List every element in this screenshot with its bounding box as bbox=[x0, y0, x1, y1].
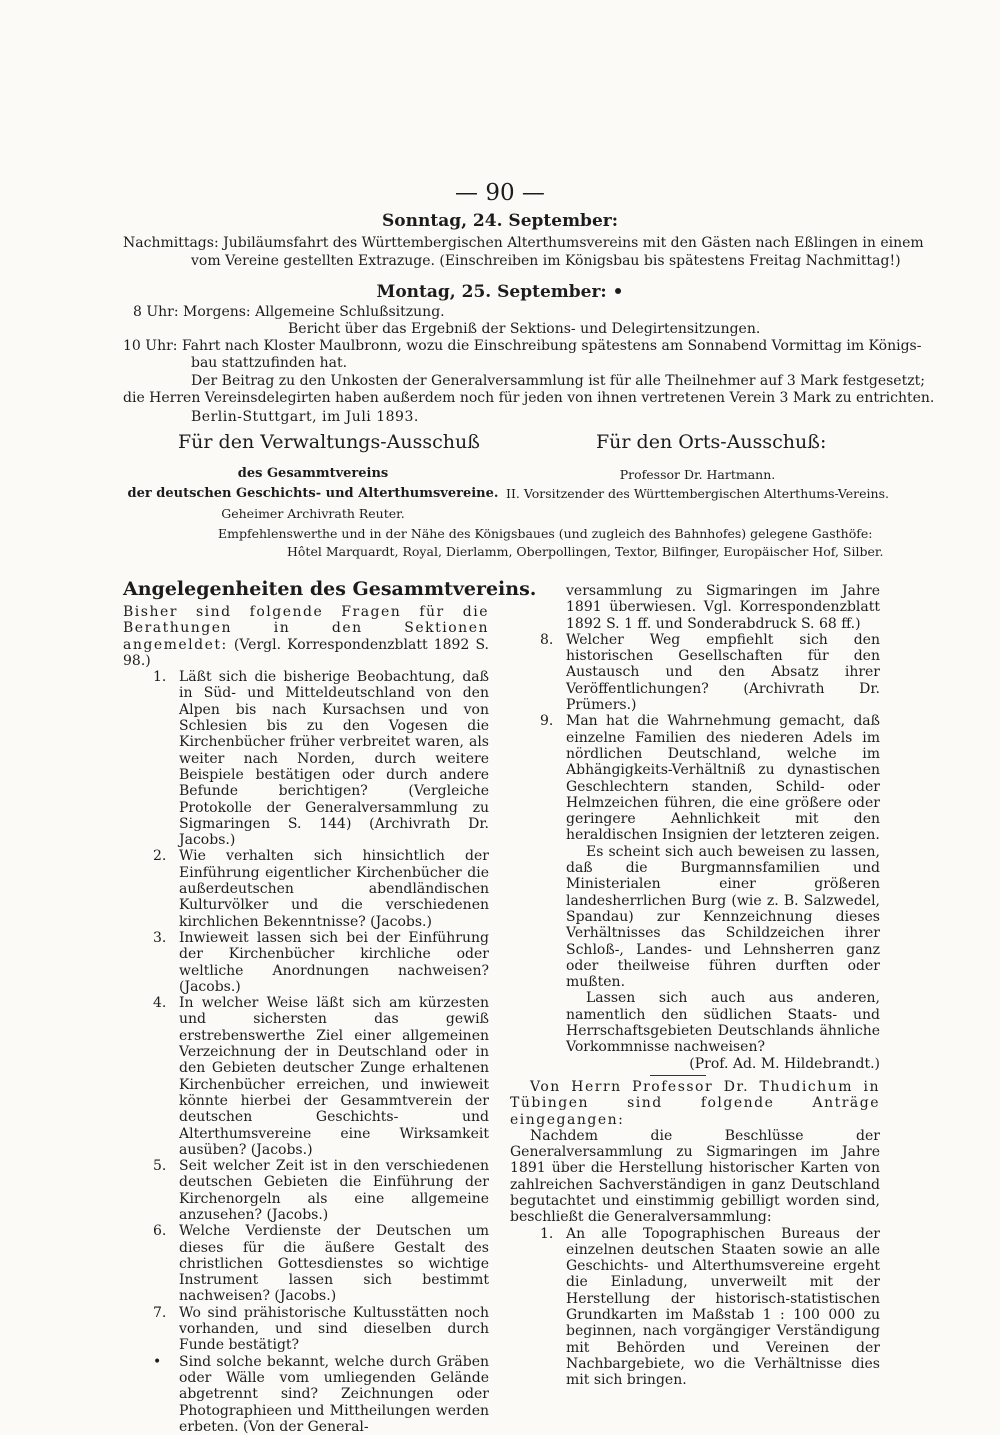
item-number: • bbox=[153, 1353, 162, 1370]
monday-line-2: Bericht über das Ergebniß der Sektions- und Delegirtensitzungen. bbox=[288, 321, 761, 337]
item-number: 1. bbox=[540, 1225, 554, 1242]
list-item bbox=[540, 713, 880, 843]
item-number: 5. bbox=[153, 1158, 167, 1175]
intro-paragraph bbox=[123, 604, 489, 669]
list-item bbox=[153, 1223, 489, 1304]
item-text: Wie verhalten sich hinsichtlich der Einführung eigentlicher Kirchenbücher die außerdeutschen abendländischen Kulturvölker und die verschiedenen kirchlichen Bekenntnisse? (Jacobs.) bbox=[179, 848, 489, 930]
hotels-line-2: Hôtel Marquardt, Royal, Dierlamm, Oberpollingen, Textor, Bilfinger, Europäischer Hof, Silber. bbox=[287, 544, 884, 559]
sunday-line-2: vom Vereine gestellten Extrazuge. (Einschreiben im Königsbau bis spätestens Freitag Nachmittag!) bbox=[191, 253, 901, 269]
item-number: 6. bbox=[153, 1223, 167, 1240]
item-number: 4. bbox=[153, 995, 167, 1012]
monday-line-1: 8 Uhr: Morgens: Allgemeine Schlußsitzung. bbox=[133, 304, 445, 320]
fee-line-2: die Herren Vereinsdelegirten haben außerdem noch für jeden von ihnen vertretenen Verein 3 Mark zu entrichten. bbox=[123, 390, 935, 406]
item-text: Welcher Weg empfiehlt sich den historischen Gesellschaften für den Austausch und den Absatz ihrer Veröffentlichungen? (Archivrath Dr. Prümers.) bbox=[566, 631, 880, 714]
signature-right-line-2: II. Vorsitzender des Württembergischen Alterthums-Vereins. bbox=[506, 486, 889, 501]
item-text: Inwieweit lassen sich bei der Einführung der Kirchenbücher kirchliche oder weltliche Anordnungen nachweisen? (Jacobs.) bbox=[179, 929, 489, 995]
signature-right-heading: Für den Orts-Ausschuß: bbox=[596, 431, 827, 453]
right-column bbox=[510, 583, 880, 1389]
list-item bbox=[540, 632, 880, 713]
item-text: Läßt sich die bisherige Beobachtung, daß in Süd- und Mitteldeutschland von den Alpen bis nach Kursachsen und von Schlesien bis zu den Vogesen die Kirchenbücher früher verbreitet waren, als weiter nach Norden, durch weitere Beispiele bestätigen oder durch andere Befunde berichtigen? (Vergleiche Protokolle der Generalversammlung zu Sigmaringen S. 144) (Archivrath Dr. Jacobs.) bbox=[179, 669, 489, 849]
signature-left-heading: Für den Verwaltungs-Ausschuß bbox=[178, 431, 480, 453]
list-item bbox=[153, 1354, 489, 1435]
section-heading: Angelegenheiten des Gesammtvereins. bbox=[123, 578, 537, 600]
item-text: Seit welcher Zeit ist in den verschiedenen deutschen Gebieten die Einführung der Kirchenorgeln als eine allgemeine anzusehen? (Jacobs.) bbox=[179, 1158, 489, 1223]
sunday-line-1: Nachmittags: Jubiläumsfahrt des Württembergischen Alterthumsvereins mit den Gästen nach Eßlingen in einem bbox=[123, 235, 924, 251]
item-text: Wo sind prähistorische Kultusstätten noch vorhanden, und sind dieselben durch Funde bestätigt? bbox=[179, 1304, 489, 1354]
signature-right-line-1: Professor Dr. Hartmann. bbox=[619, 467, 776, 482]
list-item bbox=[153, 848, 489, 929]
signature-left-line-2: der deutschen Geschichts- und Alterthumsvereine. bbox=[127, 486, 499, 501]
signature-left-line-3: Geheimer Archivrath Reuter. bbox=[221, 506, 405, 521]
monday-heading: Montag, 25. September: • bbox=[376, 282, 624, 302]
item-number: 7. bbox=[153, 1304, 167, 1321]
item-text: Welche Verdienste der Deutschen um dieses für die äußere Gestalt des christlichen Gottesdienstes so wichtige Instrument lassen sich bestimmt nachweisen? (Jacobs.) bbox=[179, 1223, 489, 1305]
list-item bbox=[153, 1305, 489, 1354]
list-item bbox=[153, 1158, 489, 1223]
item-number: 1. bbox=[153, 669, 167, 686]
hildebrandt-signature: (Prof. Ad. M. Hildebrandt.) bbox=[689, 1055, 880, 1072]
sunday-heading: Sonntag, 24. September: bbox=[382, 211, 618, 231]
item-text: Man hat die Wahrnehmung gemacht, daß einzelne Familien des niederen Adels im nördlichen Deutschland, welche im Abhängigkeits-Verhältniß zu dynastischen Geschlechtern standen, Schild- oder Helmzeichen führen, die eine größere oder geringere Aehnlichkeit mit den heraldischen Insignien der letzteren zeigen. bbox=[566, 713, 880, 844]
list-item bbox=[153, 669, 489, 848]
continuation-text: versammlung zu Sigmaringen im Jahre 1891 überwiesen. Vgl. Korrespondenzblatt 1892 S. 1 ff. und Sonderabdruck S. 68 ff.) bbox=[566, 583, 880, 632]
place-date: Berlin-Stuttgart, im Juli 1893. bbox=[191, 409, 419, 425]
item-text: An alle Topographischen Bureaus der einzelnen deutschen Staaten sowie an alle Geschichts- und Alterthumsvereine ergeht die Einladung, unverweilt mit der Herstellung der historisch-statistischen Grundkarten im Maßstab 1 : 100 000 zu beginnen, nach vorgängiger Verständigung mit Behörden und Vereinen der Nachbargebiete, wo die Verhältnisse dies mit sich bringen. bbox=[566, 1225, 880, 1389]
item-number: 8. bbox=[540, 631, 554, 648]
item-number: 3. bbox=[153, 929, 167, 946]
item-number: 2. bbox=[153, 848, 167, 865]
intro-spaced: Bisher sind folgende Fragen für die Berathungen in den Sektionen angemeldet: bbox=[123, 604, 489, 653]
page-number: — 90 — bbox=[455, 180, 545, 206]
signature-left-line-1: des Gesammtvereins bbox=[237, 466, 389, 481]
thudichum-intro: Von Herrn Professor Dr. Thudichum in Tübingen sind folgende Anträge eingegangen: bbox=[510, 1078, 880, 1128]
intro-rest: (Vergl. Korrespondenzblatt 1892 S. 98.) bbox=[123, 636, 489, 669]
hotels-line-1: Empfehlenswerthe und in der Nähe des Königsbaues (und zugleich des Bahnhofes) gelegene Gasthöfe: bbox=[218, 526, 873, 541]
list-item bbox=[540, 1226, 880, 1389]
monday-line-4: bau stattzufinden hat. bbox=[191, 355, 348, 371]
fee-line-1: Der Beitrag zu den Unkosten der Generalversammlung ist für alle Theilnehmer auf 3 Mark festgesetzt; bbox=[191, 373, 925, 389]
paragraph-burgmann: Es scheint sich auch beweisen zu lassen, daß die Burgmannsfamilien und Ministerialen einer größeren landesherrlichen Burg (wie z. B. Salzwedel, Spandau) zur Kennzeichnung dieses Verhältnisses das Schildzeichen ihrer Schloß-, Landes- und Lehnsherren ganz oder theilweise führen durften oder mußten. bbox=[566, 843, 880, 991]
list-item bbox=[153, 930, 489, 995]
item-text: Sind solche bekannt, welche durch Gräben oder Wälle vom umliegenden Gelände abgetrennt sind? Zeichnungen oder Photographieen und Mittheilungen werden erbeten. (Von der General- bbox=[179, 1353, 489, 1435]
thudichum-paragraph: Nachdem die Beschlüsse der Generalversammlung zu Sigmaringen im Jahre 1891 über die Herstellung historischer Karten von zahlreichen Sachverständigen in ganz Deutschland begutachtet und einstimmig gebilligt worden sind, beschließt die Generalversammlung: bbox=[510, 1127, 880, 1226]
divider-rule bbox=[650, 1075, 706, 1076]
paragraph-south: Lassen sich auch aus anderen, namentlich den südlichen Staats- und Herrschaftsgebieten Deutschlands ähnliche Vorkommnisse nachweisen? bbox=[566, 990, 880, 1056]
left-column bbox=[123, 578, 537, 1435]
monday-line-3: 10 Uhr: Fahrt nach Kloster Maulbronn, wozu die Einschreibung spätestens am Sonnabend Vormittag im Königs- bbox=[123, 338, 922, 354]
list-item bbox=[153, 995, 489, 1158]
item-text: In welcher Weise läßt sich am kürzesten und sichersten das gewiß erstrebenswerthe Ziel einer allgemeinen Verzeichnung der in Deutschland oder in den Gebieten deutscher Zunge erhaltenen Kirchenbücher erreichen, und inwieweit könnte hierbei der Gesammtverein der deutschen Geschichts- und Alterthumsvereine eine Wirksamkeit ausüben? (Jacobs.) bbox=[179, 995, 489, 1158]
item-number: 9. bbox=[540, 713, 554, 730]
